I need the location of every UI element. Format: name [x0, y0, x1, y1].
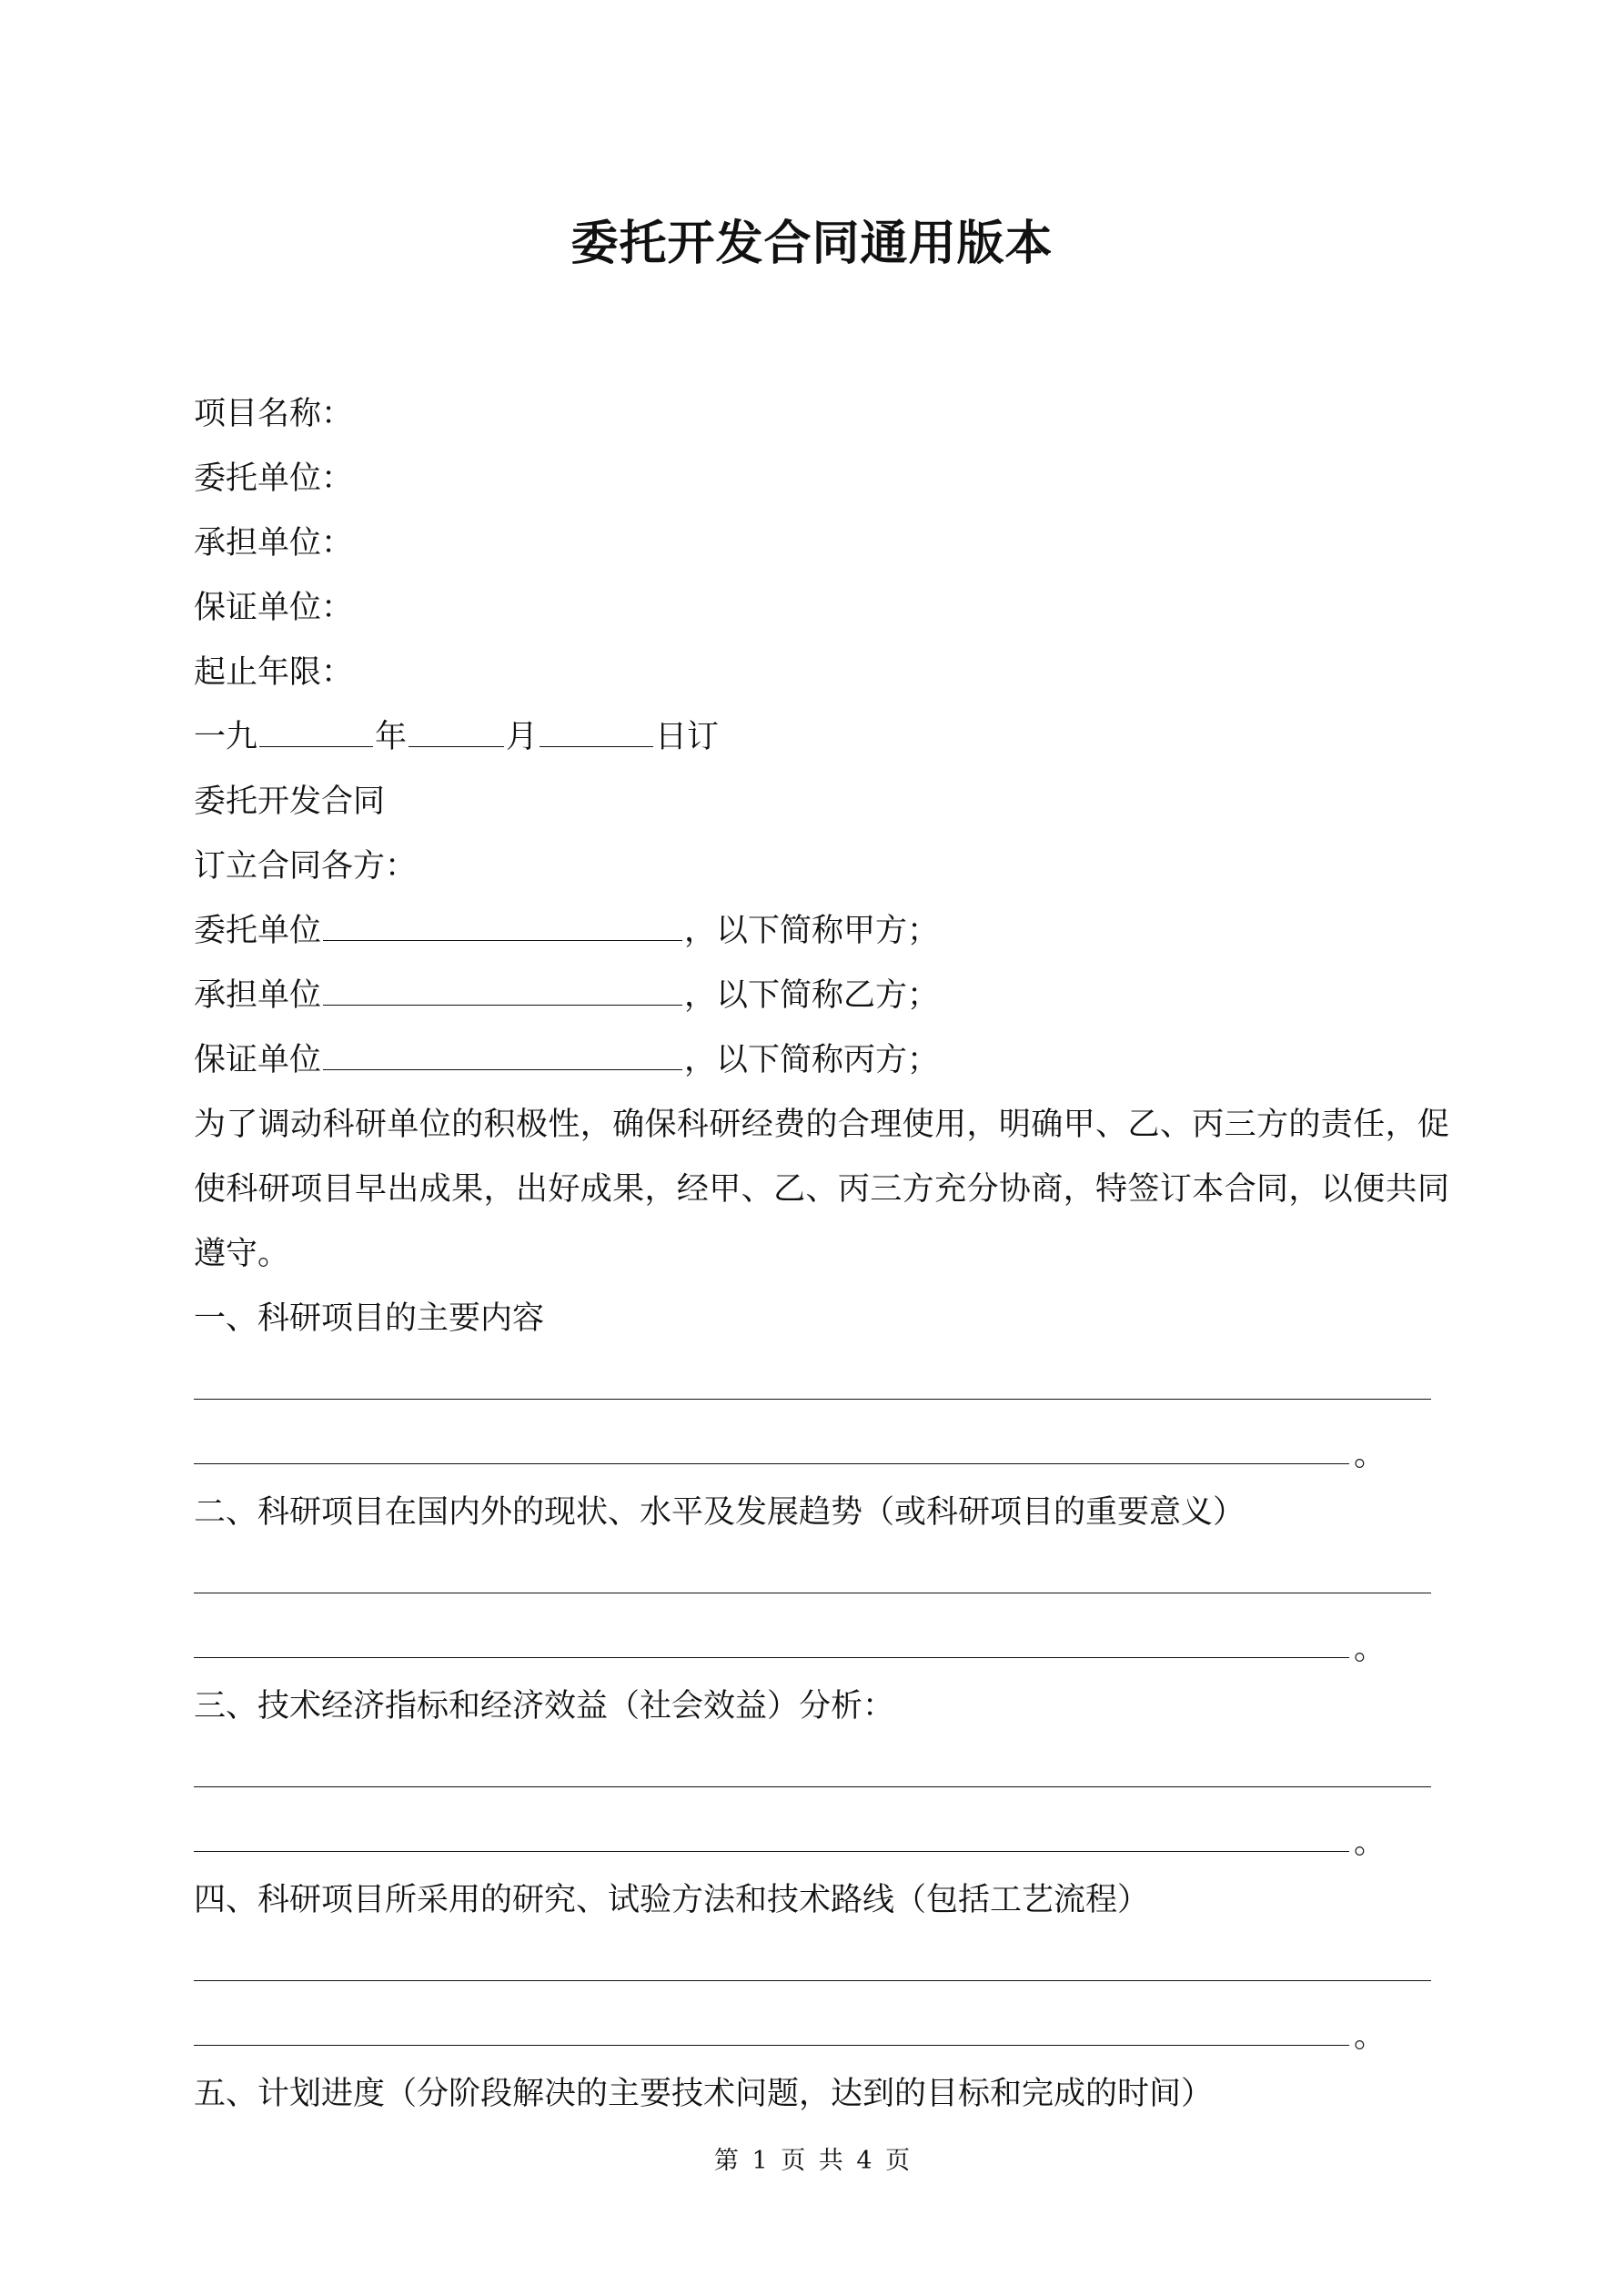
- year-blank: [259, 706, 373, 747]
- page-footer: 第 1 页 共 4 页: [713, 2147, 911, 2175]
- field-guarantor-unit: 保证单位：: [194, 590, 354, 626]
- end-mark: 。: [1354, 2018, 1387, 2055]
- contract-heading: 委托开发合同: [194, 784, 386, 820]
- section-heading: 三、技术经济指标和经济效益（社会效益）分析：: [194, 1688, 895, 1725]
- intro-paragraph: 为了调动科研单位的积极性，确保科研经费的合理使用，明确甲、乙、丙三方的责任，促使科研项目早出成果，出好成果，经甲、乙、丙三方充分协商，特签订本合同，以便共同遵守。: [194, 1107, 1449, 1272]
- date-day-label: 日订: [655, 719, 720, 755]
- party-suffix: ，以下简称乙方；: [684, 977, 940, 1014]
- field-project-name: 项目名称：: [194, 396, 354, 432]
- fill-line: [194, 1851, 1349, 1852]
- date-year-label: 年: [375, 719, 408, 755]
- document-body: [194, 382, 1449, 2127]
- fill-line-row: [194, 1610, 1449, 1674]
- fill-line: [194, 1786, 1431, 1787]
- fill-line-row: [194, 1933, 1449, 1998]
- fill-line-row: [194, 1804, 1449, 1868]
- fill-line-row: [194, 1351, 1449, 1416]
- month-blank: [409, 706, 504, 747]
- parties-heading: 订立合同各方：: [194, 848, 418, 885]
- party-blank: [323, 900, 682, 941]
- party-label: 保证单位: [194, 1042, 322, 1078]
- fill-line-row: [194, 1998, 1449, 2062]
- party-row: [194, 964, 1449, 1028]
- party-label: 承担单位: [194, 977, 322, 1014]
- party-blank: [323, 1029, 682, 1070]
- fill-line: [194, 1657, 1349, 1658]
- party-suffix: ，以下简称甲方；: [684, 913, 940, 949]
- end-mark: 。: [1354, 1437, 1387, 1473]
- date-month-label: 月: [506, 719, 539, 755]
- fill-line-row: [194, 1739, 1449, 1804]
- fill-line-row: [194, 1545, 1449, 1610]
- fill-line: [194, 1399, 1431, 1400]
- section-heading: 二、科研项目在国内外的现状、水平及发展趋势（或科研项目的重要意义）: [194, 1494, 1246, 1531]
- fill-line: [194, 2045, 1349, 2046]
- field-client-unit: 委托单位：: [194, 460, 354, 497]
- section-heading: 五、计划进度（分阶段解决的主要技术问题，达到的目标和完成的时间）: [194, 2076, 1214, 2112]
- party-row: [194, 899, 1449, 964]
- end-mark: 。: [1354, 1825, 1387, 1861]
- fill-line-row: [194, 1416, 1449, 1481]
- party-row: [194, 1028, 1449, 1093]
- fill-line: [194, 1980, 1431, 1981]
- party-suffix: ，以下简称丙方；: [684, 1042, 940, 1078]
- day-blank: [540, 706, 653, 747]
- section-heading: 一、科研项目的主要内容: [194, 1300, 545, 1337]
- fill-line: [194, 1463, 1349, 1464]
- party-label: 委托单位: [194, 913, 322, 949]
- field-term: 起止年限：: [194, 654, 354, 691]
- section-heading: 四、科研项目所采用的研究、试验方法和技术路线（包括工艺流程）: [194, 1882, 1150, 1918]
- date-line: [194, 705, 1449, 770]
- end-mark: 。: [1354, 1631, 1387, 1667]
- date-prefix: 一九: [194, 719, 258, 755]
- document-title: 委托开发合同通用版本: [570, 216, 1054, 271]
- field-contractor-unit: 承担单位：: [194, 525, 354, 561]
- party-blank: [323, 965, 682, 1006]
